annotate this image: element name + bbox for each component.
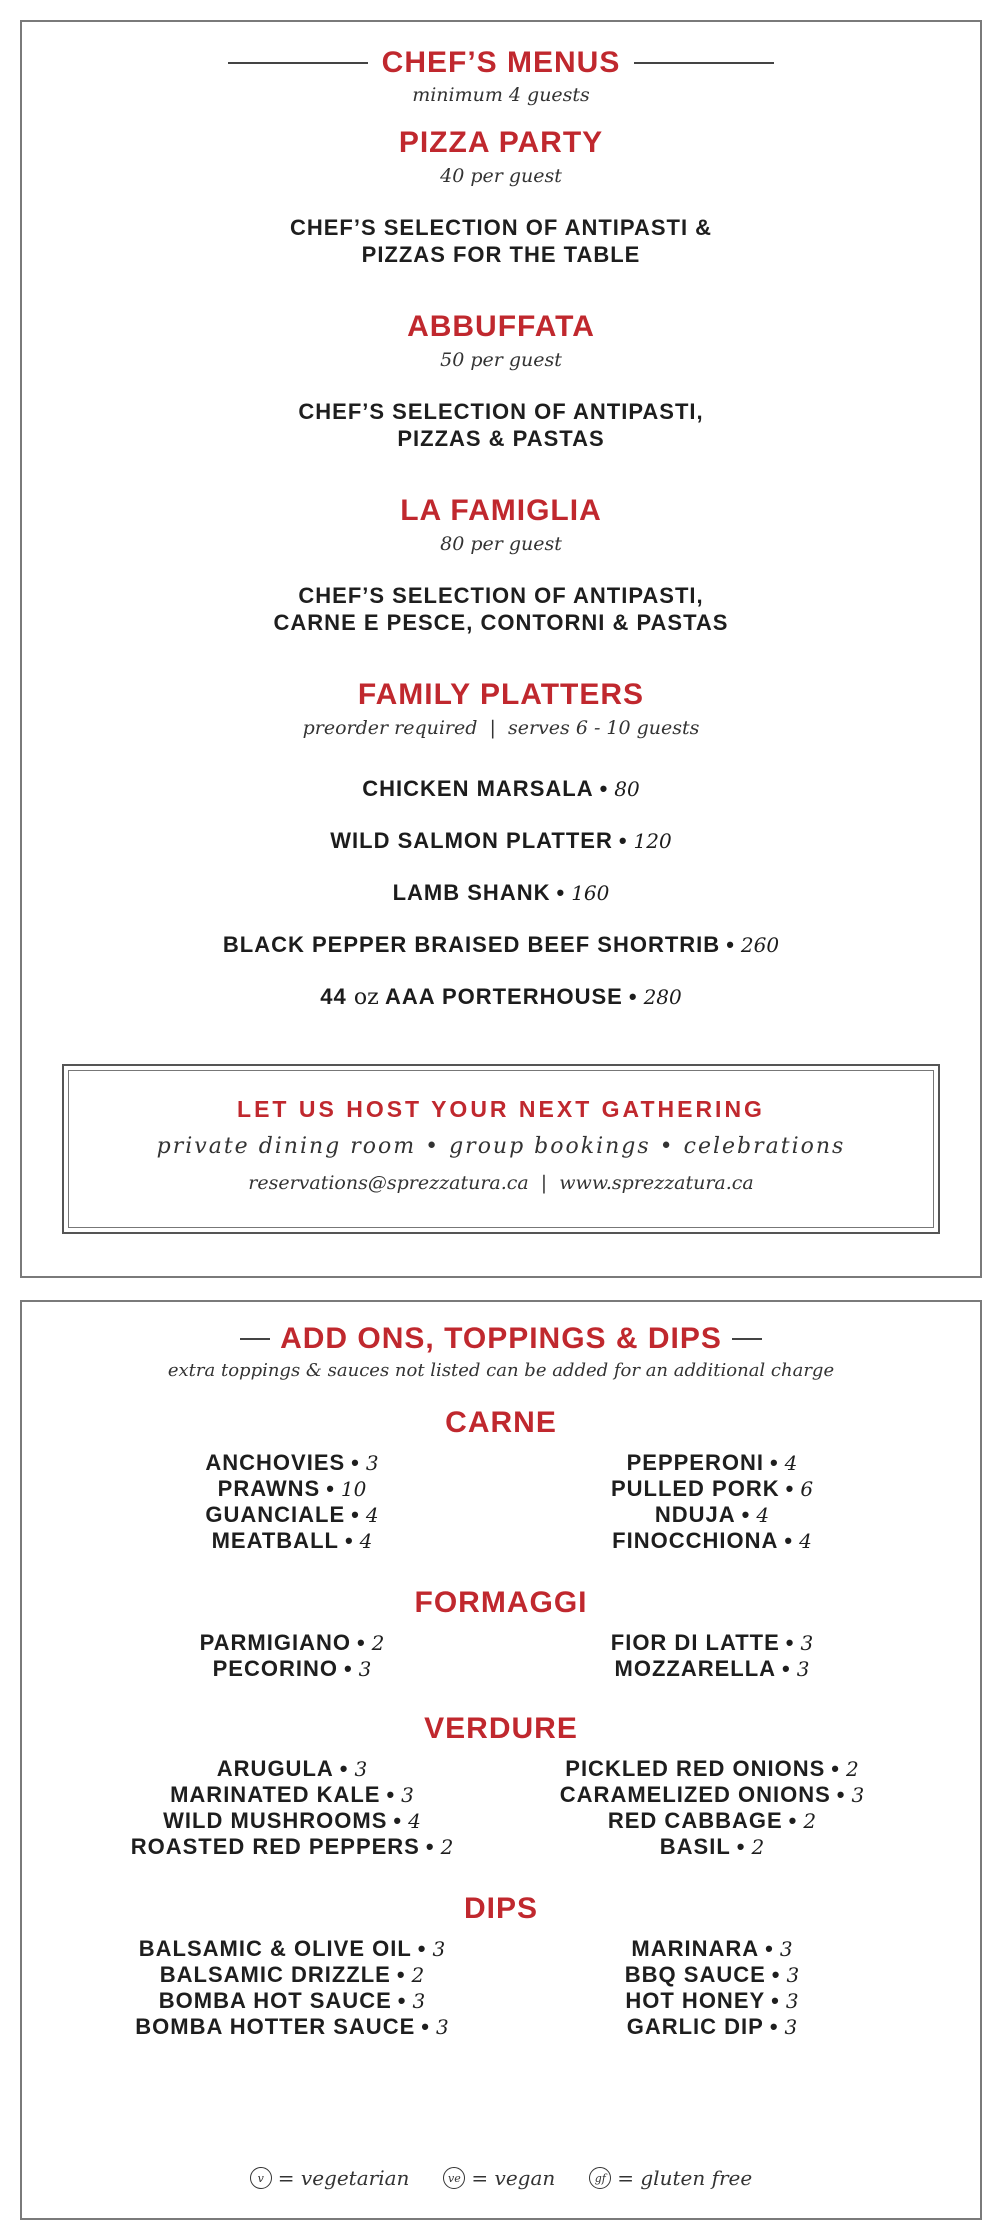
- add-on-item: [502, 1450, 922, 1476]
- add-on-name: ROASTED RED PEPPERS: [130, 1834, 420, 1859]
- add-on-name: GUANCIALE: [205, 1502, 346, 1527]
- menu-description-line: CHEF’S SELECTION OF ANTIPASTI,: [298, 583, 704, 608]
- add-on-price: 3: [358, 1657, 372, 1681]
- bullet: •: [736, 1834, 746, 1859]
- add-on-item: [82, 1756, 502, 1782]
- bullet: •: [393, 1808, 403, 1833]
- add-ons-header: [22, 1322, 980, 1356]
- add-on-price: 3: [851, 1783, 865, 1807]
- items-column-right: [502, 1630, 922, 1682]
- add-on-price: 4: [365, 1503, 379, 1527]
- add-on-price: 3: [354, 1757, 368, 1781]
- bullet: •: [765, 1936, 774, 1961]
- add-on-price: 2: [411, 1963, 425, 1987]
- bullet: •: [782, 1656, 791, 1681]
- add-on-item: [82, 1808, 502, 1834]
- menu-description: [22, 582, 980, 636]
- legend-vegetarian: [250, 2166, 410, 2190]
- bullet: •: [785, 1476, 795, 1501]
- gathering-contact[interactable]: reservations@sprezzatura.ca | www.sprezzatura.ca: [248, 1172, 754, 1194]
- add-ons-title: ADD ONS, TOPPINGS & DIPS: [280, 1322, 722, 1355]
- add-on-price: 2: [803, 1809, 817, 1833]
- platter-item: [22, 776, 980, 802]
- menu-description-line: CARNE E PESCE, CONTORNI & PASTAS: [273, 610, 729, 635]
- add-on-price: 2: [846, 1757, 859, 1781]
- platter-item: [22, 932, 980, 958]
- bullet: •: [771, 1962, 781, 1987]
- bullet: •: [836, 1782, 846, 1807]
- add-on-price: 2: [440, 1835, 454, 1859]
- add-on-item: [82, 1502, 502, 1528]
- bullet: •: [771, 1988, 780, 2013]
- add-on-item: [502, 1782, 922, 1808]
- platter-name: WILD SALMON PLATTER: [330, 828, 613, 853]
- platter-name: AAA PORTERHOUSE: [384, 984, 623, 1009]
- add-on-price: 2: [371, 1631, 385, 1655]
- bullet: •: [421, 2014, 430, 2039]
- add-on-name: ANCHOVIES: [205, 1450, 346, 1475]
- items-column-left: [82, 1450, 502, 1554]
- add-on-item: [502, 1962, 922, 1988]
- add-on-item: [502, 2014, 922, 2040]
- bullet: •: [599, 776, 609, 801]
- add-on-price: 3: [786, 1963, 800, 1987]
- platter-item: [22, 880, 980, 906]
- add-on-name: BALSAMIC & OLIVE OIL: [138, 1936, 412, 1961]
- add-on-item: [502, 1808, 922, 1834]
- menu-price: 50 per guest: [440, 349, 562, 371]
- add-on-name: CARAMELIZED ONIONS: [559, 1782, 831, 1807]
- add-on-name: PULLED PORK: [610, 1476, 780, 1501]
- bullet: •: [628, 984, 638, 1009]
- items-column-left: [82, 1756, 502, 1860]
- add-on-price: 2: [751, 1835, 765, 1859]
- add-on-price: 4: [359, 1529, 373, 1553]
- chefs-menus-title: CHEF’S MENUS: [381, 46, 621, 79]
- gathering-title: LET US HOST YOUR NEXT GATHERING: [237, 1096, 765, 1122]
- menu-title: ABBUFFATA: [407, 310, 595, 343]
- section-title-dips: DIPS: [463, 1892, 539, 1925]
- add-on-price: 4: [756, 1503, 770, 1527]
- legend-gluten-free: [589, 2166, 752, 2190]
- add-on-item: [502, 1756, 922, 1782]
- bullet: •: [396, 1962, 406, 1987]
- legend-label: = vegetarian: [277, 2166, 410, 2190]
- bullet: •: [397, 1988, 407, 2013]
- bullet: •: [726, 932, 735, 957]
- gathering-subtitle: private dining room • group bookings • celebrations: [156, 1134, 846, 1159]
- add-on-item: [82, 1528, 502, 1554]
- add-on-price: 10: [340, 1477, 367, 1501]
- add-on-name: PECORINO: [212, 1656, 338, 1681]
- add-ons-subtitle: extra toppings & sauces not listed can be added for an additional charge: [167, 1360, 835, 1381]
- bullet: •: [351, 1502, 360, 1527]
- add-on-name: PARMIGIANO: [199, 1630, 351, 1655]
- items-column-left: [82, 1936, 502, 2040]
- gluten-free-icon: gf: [589, 2167, 611, 2189]
- add-on-item: [502, 1988, 922, 2014]
- platter-price: 280: [643, 985, 682, 1009]
- add-on-item: [82, 1782, 502, 1808]
- bullet: •: [425, 1834, 435, 1859]
- chefs-menus-panel: [20, 20, 982, 1278]
- bullet: •: [784, 1528, 794, 1553]
- platter-item: [22, 828, 980, 854]
- add-on-name: PEPPERONI: [626, 1450, 764, 1475]
- add-on-name: BALSAMIC DRIZZLE: [159, 1962, 391, 1987]
- dietary-legend: [22, 2166, 980, 2190]
- add-on-name: MOZZARELLA: [614, 1656, 777, 1681]
- add-on-item: [82, 1962, 502, 1988]
- vegetarian-icon: v: [250, 2167, 272, 2189]
- add-on-name: MARINARA: [631, 1936, 760, 1961]
- add-on-price: 3: [785, 1989, 799, 2013]
- platter-name: CHICKEN MARSALA: [362, 776, 594, 801]
- vegan-icon: ve: [443, 2167, 465, 2189]
- menu-description-line: PIZZAS & PASTAS: [397, 426, 605, 451]
- add-on-name: FINOCCHIONA: [612, 1528, 779, 1553]
- menu-description-line: PIZZAS FOR THE TABLE: [361, 242, 641, 267]
- bullet: •: [386, 1782, 396, 1807]
- add-on-item: [82, 1450, 502, 1476]
- add-on-price: 4: [799, 1529, 812, 1553]
- section-title-verdure: VERDURE: [424, 1712, 578, 1745]
- add-on-item: [502, 1502, 922, 1528]
- menu-description: [22, 214, 980, 268]
- menu-description: [22, 398, 980, 452]
- bullet: •: [343, 1656, 353, 1681]
- add-on-price: 4: [784, 1451, 798, 1475]
- platter-price: 260: [740, 933, 780, 957]
- header-rule-right: [634, 62, 774, 64]
- platter-name: LAMB SHANK: [392, 880, 551, 905]
- menu-description-line: CHEF’S SELECTION OF ANTIPASTI &: [289, 215, 713, 240]
- add-ons-panel: [20, 1300, 982, 2220]
- chefs-menus-header: [22, 46, 980, 80]
- header-rule-left: [228, 62, 368, 64]
- platter-price: 120: [633, 829, 672, 853]
- add-on-item: [82, 2014, 502, 2040]
- bullet: •: [326, 1476, 335, 1501]
- items-column-right: [502, 1450, 922, 1554]
- add-on-price: 3: [432, 1937, 446, 1961]
- add-on-name: PICKLED RED ONIONS: [565, 1756, 826, 1781]
- bullet: •: [741, 1502, 751, 1527]
- family-platters-subtitle: preorder required | serves 6 - 10 guests: [302, 717, 700, 739]
- items-column-right: [502, 1936, 922, 2040]
- bullet: •: [339, 1756, 349, 1781]
- family-platters-title: FAMILY PLATTERS: [357, 678, 645, 711]
- bullet: •: [769, 2014, 779, 2039]
- add-on-price: 3: [800, 1631, 814, 1655]
- add-on-item: [82, 1936, 502, 1962]
- legend-label: = gluten free: [617, 2166, 753, 2190]
- bullet: •: [417, 1936, 427, 1961]
- chefs-menus-subtitle: minimum 4 guests: [412, 84, 590, 106]
- bullet: •: [769, 1450, 779, 1475]
- menu-title: PIZZA PARTY: [398, 126, 604, 159]
- add-on-name: BBQ SAUCE: [624, 1962, 766, 1987]
- header-rule-right: [732, 1338, 762, 1340]
- bullet: •: [785, 1630, 795, 1655]
- add-on-price: 6: [800, 1477, 814, 1501]
- add-on-price: 3: [435, 2015, 449, 2039]
- add-on-item: [82, 1834, 502, 1860]
- add-on-name: BOMBA HOTTER SAUCE: [135, 2014, 416, 2039]
- add-on-item: [82, 1630, 502, 1656]
- gathering-box: [62, 1064, 940, 1234]
- platter-name-unit: oz: [353, 985, 379, 1010]
- add-on-name: GARLIC DIP: [626, 2014, 764, 2039]
- items-column-left: [82, 1630, 502, 1682]
- menu-price: 40 per guest: [440, 165, 562, 187]
- add-on-name: PRAWNS: [217, 1476, 321, 1501]
- legend-vegan: [443, 2166, 555, 2190]
- add-on-name: MARINATED KALE: [170, 1782, 381, 1807]
- platter-name-qty: 44: [320, 984, 347, 1009]
- add-on-name: BOMBA HOT SAUCE: [158, 1988, 392, 2013]
- add-on-name: NDUJA: [654, 1502, 736, 1527]
- add-on-name: HOT HONEY: [625, 1988, 766, 2013]
- add-on-price: 3: [779, 1937, 793, 1961]
- add-on-name: BASIL: [659, 1834, 731, 1859]
- bullet: •: [788, 1808, 798, 1833]
- platter-price: 160: [571, 881, 610, 905]
- add-on-name: RED CABBAGE: [607, 1808, 783, 1833]
- add-on-item: [502, 1630, 922, 1656]
- bullet: •: [831, 1756, 840, 1781]
- add-on-item: [502, 1476, 922, 1502]
- items-column-right: [502, 1756, 922, 1860]
- add-on-name: ARUGULA: [216, 1756, 334, 1781]
- header-rule-left: [240, 1338, 270, 1340]
- add-on-price: 3: [412, 1989, 426, 2013]
- add-on-item: [502, 1528, 922, 1554]
- bullet: •: [556, 880, 566, 905]
- platter-name: BLACK PEPPER BRAISED BEEF SHORTRIB: [222, 932, 721, 957]
- menu-price: 80 per guest: [440, 533, 562, 555]
- menu-title: LA FAMIGLIA: [400, 494, 602, 527]
- add-on-item: [82, 1656, 502, 1682]
- add-on-price: 3: [796, 1657, 810, 1681]
- bullet: •: [618, 828, 628, 853]
- add-on-name: MEATBALL: [211, 1528, 339, 1553]
- add-on-item: [502, 1834, 922, 1860]
- legend-label: = vegan: [471, 2166, 556, 2190]
- add-on-name: FIOR DI LATTE: [610, 1630, 780, 1655]
- platter-item: [22, 984, 980, 1010]
- add-on-price: 3: [365, 1451, 379, 1475]
- bullet: •: [351, 1450, 360, 1475]
- platter-price: 80: [614, 777, 640, 801]
- menu-description-line: CHEF’S SELECTION OF ANTIPASTI,: [298, 399, 704, 424]
- add-on-price: 4: [408, 1809, 421, 1833]
- add-on-item: [502, 1656, 922, 1682]
- section-title-formaggi: FORMAGGI: [414, 1586, 588, 1619]
- add-on-name: WILD MUSHROOMS: [163, 1808, 388, 1833]
- bullet: •: [344, 1528, 354, 1553]
- bullet: •: [356, 1630, 366, 1655]
- add-on-price: 3: [784, 2015, 798, 2039]
- add-on-price: 3: [401, 1783, 414, 1807]
- add-on-item: [502, 1936, 922, 1962]
- add-on-item: [82, 1476, 502, 1502]
- add-on-item: [82, 1988, 502, 2014]
- section-title-carne: CARNE: [445, 1406, 557, 1439]
